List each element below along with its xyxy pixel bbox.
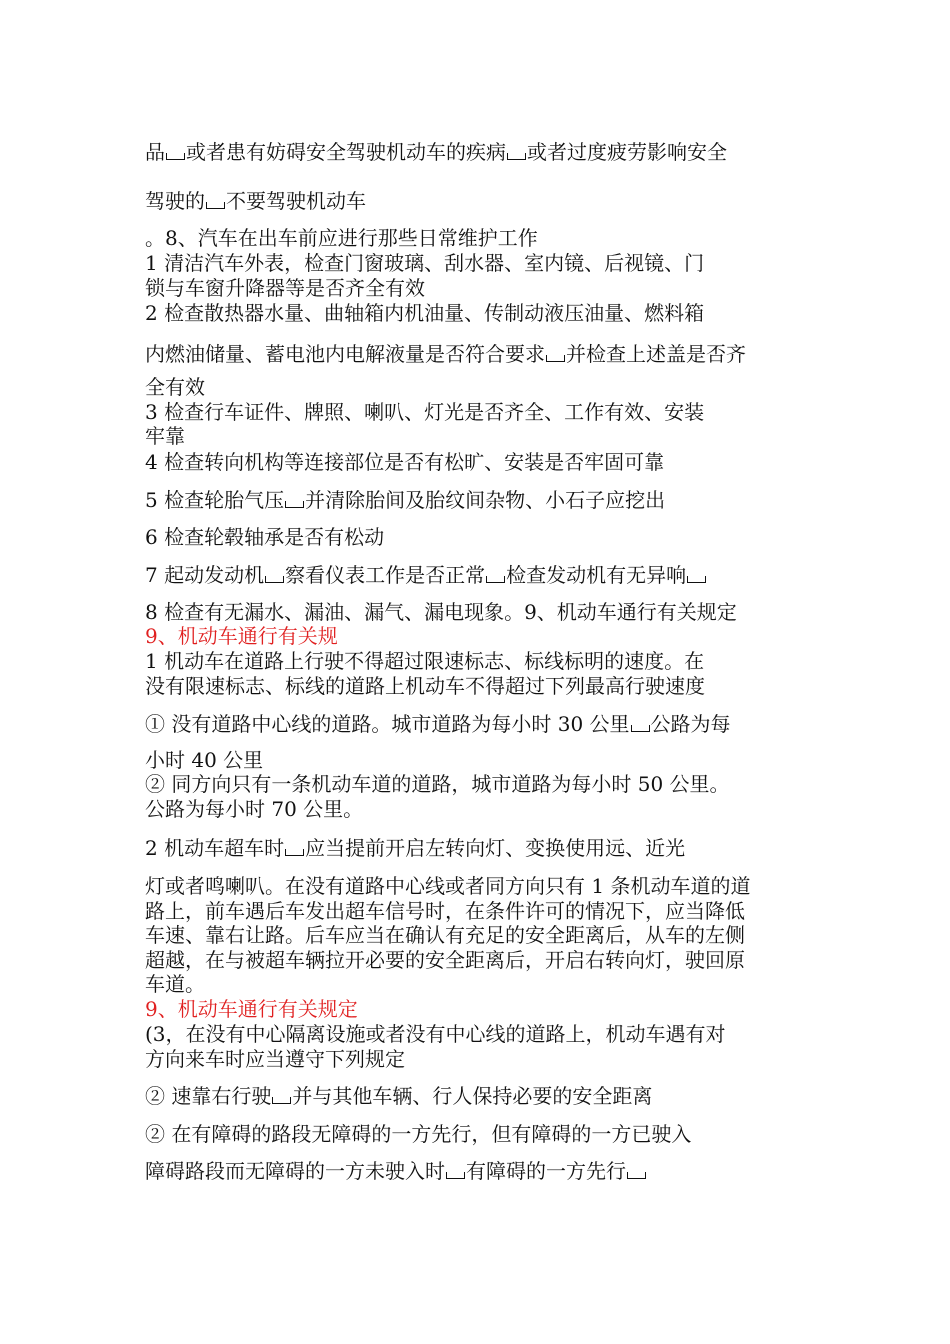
text-run: 4 检查转向机构等连接部位是否有松旷、安装是否牢固可靠 [145,450,665,474]
text-run: 1 机动车在道路上行驶不得超过限速标志、标线标明的速度。在 [145,649,705,673]
space-marker-icon [486,576,505,583]
text-line [145,712,731,736]
text-run: 全有效 [145,375,205,399]
text-run: 。8、汽车在出车前应进行那些日常维护工作 [145,226,538,250]
text-line [145,1122,691,1146]
text-line [145,600,737,624]
text-run: 应当提前开启左转向灯、变换使用远、近光 [305,836,686,860]
text-run: 3 检查行车证件、牌照、喇叭、灯光是否齐全、工作有效、安装 [145,400,705,424]
space-marker-icon [546,355,565,362]
text-line [145,400,704,424]
text-line [145,874,750,898]
text-line [145,772,730,796]
text-line [145,948,745,972]
text-run: 车道。 [145,972,205,996]
space-marker-icon [627,1172,646,1179]
text-line [145,450,664,474]
text-line [145,563,707,587]
text-run: 公路为每小时 70 公里。 [145,797,364,821]
text-run: 有障碍的一方先行 [466,1159,626,1183]
text-run: 并检查上述盖是否齐 [566,342,746,366]
text-run: ② 在有障碍的路段无障碍的一方先行，但有障碍的一方已驶入 [145,1122,692,1146]
text-line [145,1084,652,1108]
text-line [145,674,705,698]
section-heading [145,624,338,648]
text-line [145,525,384,549]
text-run: (3，在没有中心隔离设施或者没有中心线的道路上，机动车遇有对 [145,1022,726,1046]
text-run: 6 检查轮毂轴承是否有松动 [145,525,385,549]
space-marker-icon [166,153,185,160]
text-line [145,189,366,213]
text-run: 小时 40 公里 [145,748,264,772]
text-run: 障碍路段而无障碍的一方未驶入时 [145,1159,445,1183]
text-line [145,251,704,275]
text-run: 9、机动车通行有关规定 [145,997,358,1021]
text-line [145,424,185,448]
text-run: 驾驶的 [145,189,205,213]
text-run: 路上，前车遇后车发出超车信号时，在条件许可的情况下，应当降低 [145,899,745,923]
text-line [145,226,538,250]
space-marker-icon [285,849,304,856]
text-run: 超越，在与被超车辆拉开必要的安全距离后，开启右转向灯，驶回原 [145,948,745,972]
text-line [145,748,263,772]
text-line [145,276,425,300]
section-heading [145,997,358,1021]
space-marker-icon [631,725,650,732]
space-marker-icon [446,1172,465,1179]
text-run: 品 [145,140,165,164]
text-run: 8 检查有无漏水、漏油、漏气、漏电现象。9、机动车通行有关规定 [145,600,737,624]
text-run: 或者过度疲劳影响安全 [527,140,727,164]
text-line [145,488,665,512]
text-run: 1 清洁汽车外表，检查门窗玻璃、刮水器、室内镜、后视镜、门 [145,251,705,275]
text-run: 没有限速标志、标线的道路上机动车不得超过下列最高行驶速度 [145,674,705,698]
text-line [145,972,205,996]
text-line [145,342,746,366]
text-run: 不要驾驶机动车 [226,189,366,213]
text-run: 7 起动发动机 [145,563,265,587]
text-line [145,140,727,164]
space-marker-icon [265,576,284,583]
text-run: 2 机动车超车时 [145,836,285,860]
text-run: 内燃油储量、蓄电池内电解液量是否符合要求 [145,342,545,366]
text-run: 灯或者鸣喇叭。在没有道路中心线或者同方向只有 1 条机动车道的道 [145,874,751,898]
text-line [145,899,745,923]
space-marker-icon [206,202,225,209]
text-line [145,375,205,399]
text-run: 并清除胎间及胎纹间杂物、小石子应挖出 [305,488,666,512]
text-run: 或者患有妨碍安全驾驶机动车的疾病 [186,140,506,164]
text-run: ② 同方向只有一条机动车道的道路，城市道路为每小时 50 公里。 [145,772,730,796]
text-run: 锁与车窗升降器等是否齐全有效 [145,276,425,300]
text-run: ① 没有道路中心线的道路。城市道路为每小时 30 公里 [145,712,630,736]
text-run: 牢靠 [145,424,185,448]
text-run: 方向来车时应当遵守下列规定 [145,1047,405,1071]
text-line [145,649,704,673]
text-line [145,797,363,821]
space-marker-icon [285,501,304,508]
space-marker-icon [507,153,526,160]
text-line [145,1022,726,1046]
text-line [145,923,745,947]
text-line [145,1159,647,1183]
text-run: ② 速靠右行驶 [145,1084,272,1108]
text-run: 5 检查轮胎气压 [145,488,285,512]
text-line [145,301,704,325]
text-run: 公路为每 [650,712,731,736]
text-run: 察看仪表工作是否正常 [285,563,486,587]
text-run: 并与其他车辆、行人保持必要的安全距离 [292,1084,653,1108]
text-line [145,1047,405,1071]
text-run: 车速、靠右让路。后车应当在确认有充足的安全距离后，从车的左侧 [145,923,745,947]
text-run: 检查发动机有无异响 [506,563,687,587]
text-line [145,836,685,860]
text-run: 2 检查散热器水量、曲轴箱内机油量、传制动液压油量、燃料箱 [145,301,705,325]
space-marker-icon [687,576,706,583]
space-marker-icon [272,1097,291,1104]
text-run: 9、机动车通行有关规 [145,624,338,648]
